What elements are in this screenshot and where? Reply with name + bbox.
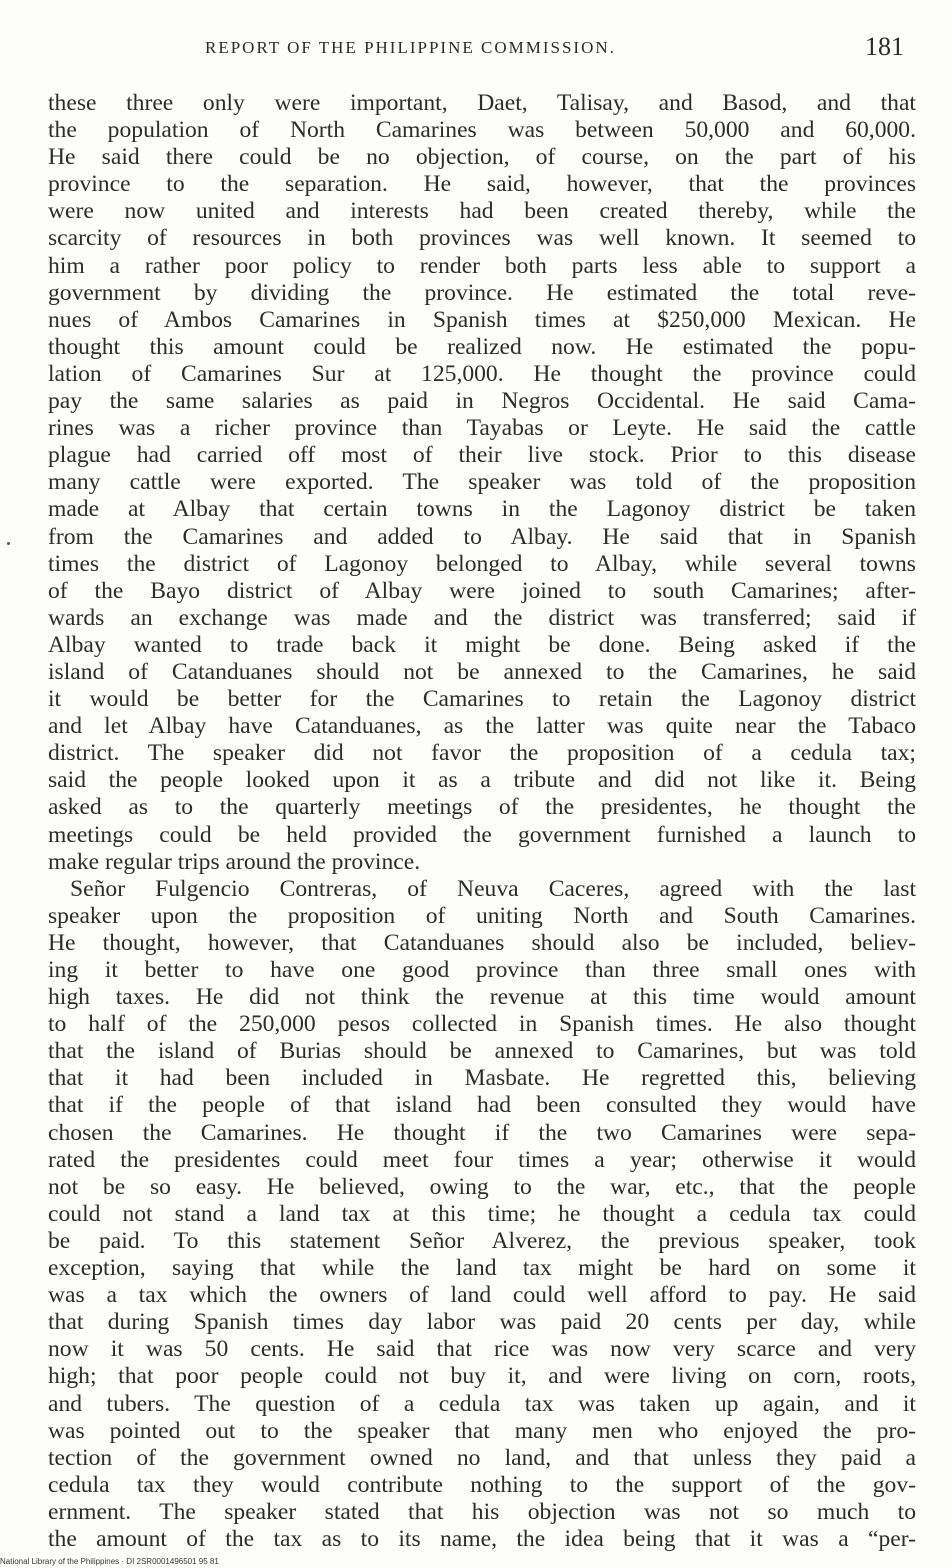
text-line: not be so easy. He believed, owing to the war, etc., that the people — [48, 1173, 916, 1200]
text-line: was a tax which the owners of land could well afford to pay. He said — [48, 1282, 916, 1309]
text-line: chosen the Camarines. He thought if the two Camarines were sepa- — [48, 1119, 916, 1146]
text-line: meetings could be held provided the government furnished a launch to — [48, 821, 916, 848]
text-line: thought this amount could be realized now. He estimated the popu- — [48, 333, 916, 360]
text-line: of the Bayo district of Albay were joined to south Camarines; after- — [48, 577, 916, 604]
text-line: that the island of Burias should be annexed to Camarines, but was told — [48, 1038, 916, 1065]
text-line: government by dividing the province. He estimated the total reve- — [48, 279, 916, 306]
text-line: speaker upon the proposition of uniting North and South Camarines. — [48, 902, 916, 929]
text-line: ernment. The speaker stated that his objection was not so much to — [48, 1498, 916, 1525]
running-head — [60, 34, 912, 64]
text-line: scarcity of resources in both provinces was well known. It seemed to — [48, 225, 916, 252]
text-line: and let Albay have Catanduanes, as the latter was quite near the Tabaco — [48, 713, 916, 740]
stray-ink-mark — [7, 542, 10, 545]
text-line: district. The speaker did not favor the proposition of a cedula tax; — [48, 740, 916, 767]
text-line: that during Spanish times day labor was paid 20 cents per day, while — [48, 1309, 916, 1336]
text-line: asked as to the quarterly meetings of the presidentes, he thought the — [48, 794, 916, 821]
body-text — [48, 90, 916, 1553]
text-line: him a rather poor policy to render both parts less able to support a — [48, 252, 916, 279]
text-line: was pointed out to the speaker that many men who enjoyed the pro- — [48, 1417, 916, 1444]
text-line: ing it better to have one good province than three small ones with — [48, 957, 916, 983]
footer-attribution: National Library of the Philippines · DI 2SR0001496501 95 81 — [0, 1557, 219, 1566]
text-line: that it had been included in Masbate. He regretted this, believing — [48, 1065, 916, 1092]
text-line: province to the separation. He said, however, that the provinces — [48, 171, 916, 198]
text-line: could not stand a land tax at this time; he thought a cedula tax could — [48, 1200, 916, 1227]
text-line: were now united and interests had been created thereby, while the — [48, 198, 916, 225]
text-line: high taxes. He did not think the revenue at this time would amount — [48, 984, 916, 1011]
text-line: said the people looked upon it as a tribute and did not like it. Being — [48, 767, 916, 794]
text-line: lation of Camarines Sur at 125,000. He thought the province could — [48, 360, 916, 387]
text-line: high; that poor people could not buy it, and were living on corn, roots, — [48, 1363, 916, 1390]
running-title: REPORT OF THE PHILIPPINE COMMISSION. — [205, 38, 616, 57]
text-line: plague had carried off most of their live stock. Prior to this disease — [48, 442, 916, 469]
text-line: rated the presidentes could meet four times a year; otherwise it would — [48, 1146, 916, 1173]
text-line: it would be better for the Camarines to retain the Lagonoy district — [48, 686, 916, 713]
text-line: to half of the 250,000 pesos collected in Spanish times. He also thought — [48, 1011, 916, 1038]
text-line: that if the people of that island had been consulted they would have — [48, 1092, 916, 1119]
text-line: exception, saying that while the land tax might be hard on some it — [48, 1255, 916, 1282]
text-line: now it was 50 cents. He said that rice was now very scarce and very — [48, 1336, 916, 1363]
text-line: nues of Ambos Camarines in Spanish times at $250,000 Mexican. He — [48, 306, 916, 333]
text-line: Albay wanted to trade back it might be done. Being asked if the — [48, 631, 916, 658]
text-line: wards an exchange was made and the district was transferred; said if — [48, 604, 916, 631]
text-line: from the Camarines and added to Albay. He said that in Spanish — [48, 523, 916, 550]
text-line: cedula tax they would contribute nothing to the support of the gov- — [48, 1471, 916, 1498]
page-number: 181 — [865, 32, 904, 61]
text-line: island of Catanduanes should not be annexed to the Camarines, he said — [48, 658, 916, 685]
text-line: made at Albay that certain towns in the Lagonoy district be taken — [48, 496, 916, 523]
text-line: rines was a richer province than Tayabas or Leyte. He said the cattle — [48, 415, 916, 442]
paragraph-2 — [48, 876, 916, 1553]
text-line: Señor Fulgencio Contreras, of Neuva Caceres, agreed with the last — [70, 875, 916, 902]
text-line: and tubers. The question of a cedula tax was taken up again, and it — [48, 1390, 916, 1417]
text-line: times the district of Lagonoy belonged to Albay, while several towns — [48, 550, 916, 577]
text-line: the amount of the tax as to its name, the idea being that it was a “per- — [48, 1525, 916, 1552]
text-line: tection of the government owned no land, and that unless they paid a — [48, 1444, 916, 1471]
text-line: be paid. To this statement Señor Alverez, the previous speaker, took — [48, 1227, 916, 1254]
text-line: He thought, however, that Catanduanes should also be included, believ- — [48, 929, 916, 956]
text-line: the population of North Camarines was between 50,000 and 60,000. — [48, 117, 916, 144]
text-line: pay the same salaries as paid in Negros Occidental. He said Cama- — [48, 388, 916, 415]
text-line: He said there could be no objection, of course, on the part of his — [48, 144, 916, 171]
text-line: these three only were important, Daet, Talisay, and Basod, and that — [48, 90, 916, 116]
paragraph-1 — [48, 90, 916, 876]
text-line: many cattle were exported. The speaker was told of the proposition — [48, 469, 916, 496]
text-line: make regular trips around the province. — [48, 848, 421, 875]
